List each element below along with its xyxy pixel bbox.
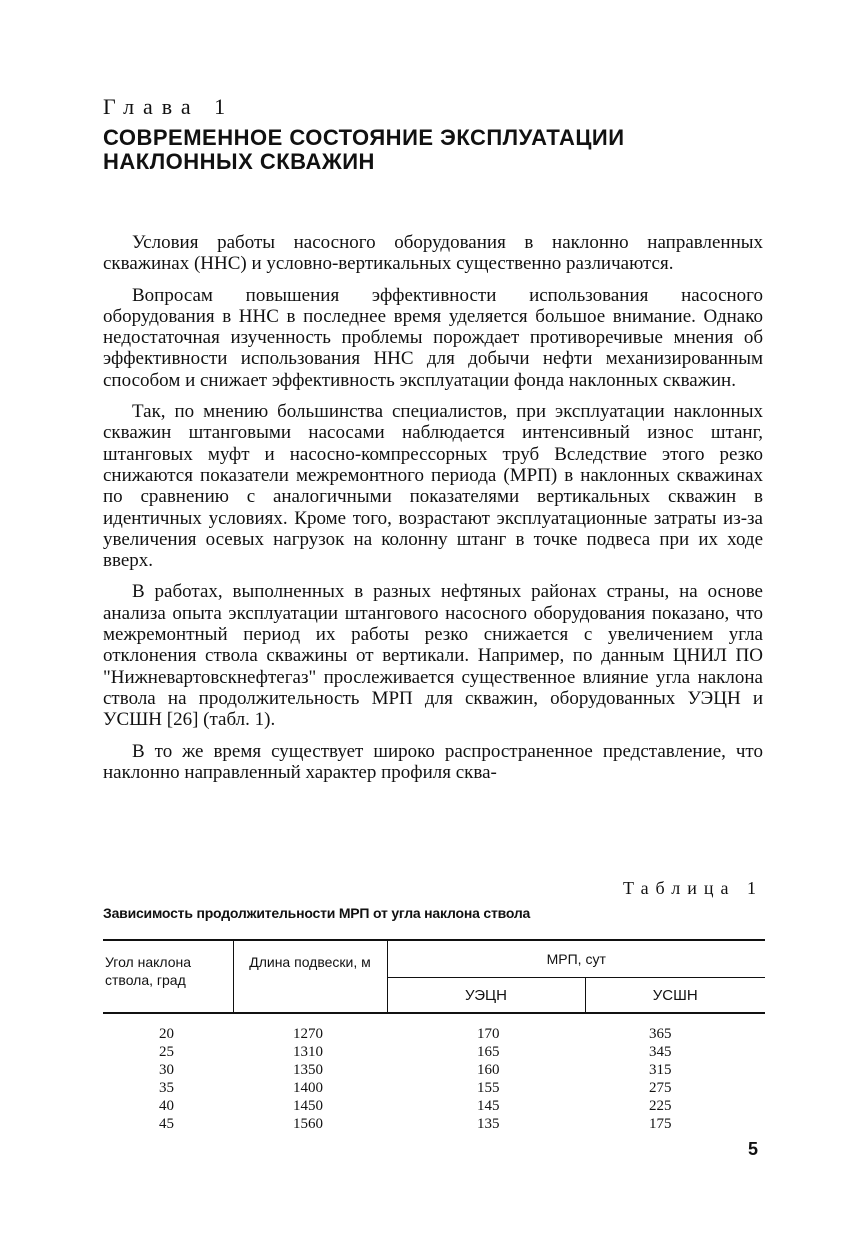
cell-angle: 30: [159, 1062, 174, 1078]
chapter-title-line-2: НАКЛОННЫХ СКВАЖИН: [103, 149, 375, 174]
chapter-label: Глава 1: [103, 94, 235, 119]
cell-length: 1560: [293, 1116, 323, 1132]
cell-usshn: 275: [649, 1080, 672, 1096]
cell-length: 1350: [293, 1062, 323, 1078]
cell-uecn: 160: [477, 1062, 500, 1078]
body-text: [103, 232, 763, 793]
cell-usshn: 345: [649, 1044, 672, 1060]
cell-angle: 45: [159, 1116, 174, 1132]
cell-length: 1310: [293, 1044, 323, 1060]
cell-uecn: 170: [477, 1026, 500, 1042]
header-usshn: УСШН: [585, 978, 765, 1014]
paragraph-3: Так, по мнению большинства специалистов, при эксплуатации наклонных скважин штанговыми насосами наблюдается интенсивный износ штанг, штанговых муфт и насосно-компрессорных труб Вследствие этого резко снижаются показатели межремонтного периода (МРП) в наклонных скважинах по сравнению с аналогичными показателями вертикальных скважин в идентичных условиях. Кроме того, возрастают эксплуатационные затраты из-за увеличения осевых нагрузок на колонну штанг в точке подвеса при их ходе вверх.: [103, 401, 763, 572]
table-caption: Зависимость продолжительности МРП от угла наклона ствола: [103, 905, 531, 921]
table-row: [103, 1013, 765, 1043]
table-row: [103, 1043, 765, 1061]
cell-usshn: 315: [649, 1062, 672, 1078]
paragraph-5: В то же время существует широко распространенное представление, что наклонно направленный характер профиля сква-: [103, 740, 763, 783]
cell-uecn: 165: [477, 1044, 500, 1060]
cell-length: 1270: [293, 1026, 323, 1042]
table-row: [103, 1097, 765, 1115]
table-number-label: Таблица 1: [623, 878, 763, 898]
cell-angle: 40: [159, 1098, 174, 1114]
paragraph-2: Вопросам повышения эффективности использования насосного оборудования в ННС в последнее время уделяется большое внимание. Однако недостаточная изученность проблемы порождает противоречивые мнения об эффективности использования ННС для добычи нефти механизированным способом и снижает эффективность эксплуатации фонда наклонных скважин.: [103, 284, 763, 391]
cell-usshn: 175: [649, 1116, 672, 1132]
table-row: [103, 1115, 765, 1133]
table-row: [103, 1061, 765, 1079]
cell-angle: 25: [159, 1044, 174, 1060]
paragraph-4: В работах, выполненных в разных нефтяных районах страны, на основе анализа опыта эксплуатации штангового насосного оборудования показано, что межремонтный период их работы резко снижается с увеличением угла отклонения ствола скважины от вертикали. Например, по данным ЦНИЛ ПО "Нижневартовскнефтегаз" прослеживается существенное влияние угла наклона ствола на продолжительность МРП для скважин, оборудованных УЭЦН и УСШН [26] (табл. 1).: [103, 581, 763, 731]
page-number: 5: [748, 1139, 759, 1159]
cell-angle: 35: [159, 1080, 174, 1096]
cell-uecn: 145: [477, 1098, 500, 1114]
cell-uecn: 135: [477, 1116, 500, 1132]
cell-length: 1400: [293, 1080, 323, 1096]
cell-angle: 20: [159, 1026, 174, 1042]
header-length: Длина подвески, м: [233, 940, 387, 1013]
cell-usshn: 225: [649, 1098, 672, 1114]
paragraph-1: Условия работы насосного оборудования в наклонно направленных скважинах (ННС) и условно-вертикальных существенно различаются.: [103, 232, 763, 275]
header-uecn: УЭЦН: [387, 978, 585, 1014]
table-row: [103, 1079, 765, 1097]
cell-length: 1450: [293, 1098, 323, 1114]
header-angle: Угол наклона ствола, град: [103, 940, 233, 1013]
cell-usshn: 365: [649, 1026, 672, 1042]
header-mrp: МРП, сут: [387, 940, 765, 978]
chapter-title: [103, 126, 763, 174]
cell-uecn: 155: [477, 1080, 500, 1096]
chapter-title-line-1: СОВРЕМЕННОЕ СОСТОЯНИЕ ЭКСПЛУАТАЦИИ: [103, 125, 625, 150]
mrp-table: [103, 939, 765, 1133]
